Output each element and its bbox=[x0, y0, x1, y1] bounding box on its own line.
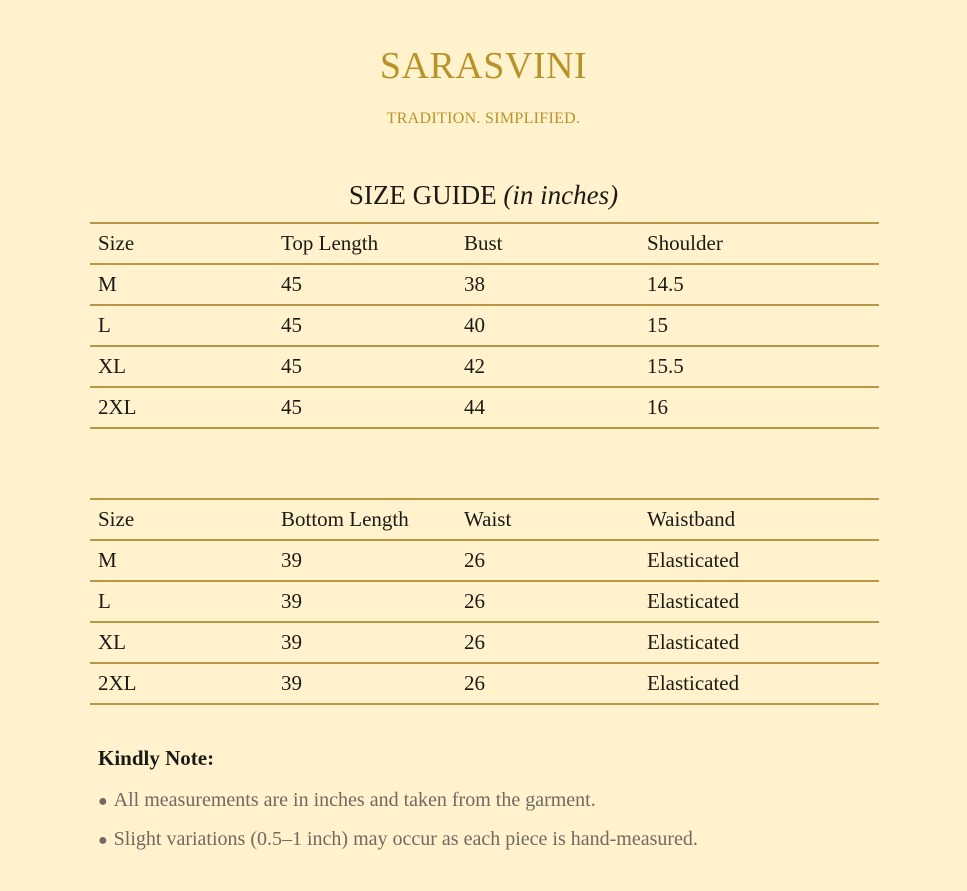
table-cell: 45 bbox=[273, 387, 456, 428]
bottom-header-waist: Waist bbox=[456, 499, 639, 540]
table-cell: XL bbox=[90, 622, 273, 663]
list-item bbox=[98, 786, 698, 825]
table-cell: 45 bbox=[273, 305, 456, 346]
bottom-table-header-row bbox=[90, 499, 879, 540]
table-row bbox=[90, 305, 879, 346]
table-cell: M bbox=[90, 264, 273, 305]
table-cell: 2XL bbox=[90, 663, 273, 704]
bullet-icon: ● bbox=[98, 832, 108, 849]
table-cell: 15 bbox=[639, 305, 879, 346]
note-text: Slight variations (0.5–1 inch) may occur as each piece is hand-measured. bbox=[113, 828, 698, 850]
table-cell: 26 bbox=[456, 581, 639, 622]
table-row bbox=[90, 663, 879, 704]
table-cell: 45 bbox=[273, 264, 456, 305]
note-list bbox=[98, 786, 698, 864]
table-cell: 16 bbox=[639, 387, 879, 428]
size-guide-title bbox=[0, 180, 967, 211]
table-cell: 45 bbox=[273, 346, 456, 387]
bullet-icon: ● bbox=[98, 793, 108, 810]
note-heading: Kindly Note: bbox=[98, 746, 215, 770]
top-header-size: Size bbox=[90, 223, 273, 264]
table-row bbox=[90, 540, 879, 581]
table-cell: XL bbox=[90, 346, 273, 387]
table-cell: 39 bbox=[273, 581, 456, 622]
list-item bbox=[98, 825, 698, 864]
table-row bbox=[90, 346, 879, 387]
table-cell: L bbox=[90, 305, 273, 346]
bottom-header-bottom-length: Bottom Length bbox=[273, 499, 456, 540]
brand-tagline: TRADITION. SIMPLIFIED. bbox=[386, 110, 581, 127]
table-cell: 39 bbox=[273, 540, 456, 581]
table-cell: Elasticated bbox=[639, 581, 879, 622]
table-cell: Elasticated bbox=[639, 622, 879, 663]
table-row bbox=[90, 387, 879, 428]
table-cell: 42 bbox=[456, 346, 639, 387]
table-row bbox=[90, 581, 879, 622]
table-cell: Elasticated bbox=[639, 540, 879, 581]
top-size-table bbox=[90, 222, 879, 429]
top-header-shoulder: Shoulder bbox=[639, 223, 879, 264]
top-table-header-row bbox=[90, 223, 879, 264]
table-cell: M bbox=[90, 540, 273, 581]
table-cell: 40 bbox=[456, 305, 639, 346]
table-row bbox=[90, 264, 879, 305]
brand-name: SARASVINI bbox=[379, 45, 588, 87]
table-cell: 15.5 bbox=[639, 346, 879, 387]
note-text: All measurements are in inches and taken from the garment. bbox=[113, 789, 596, 811]
table-cell: 39 bbox=[273, 663, 456, 704]
table-cell: 26 bbox=[456, 663, 639, 704]
top-header-bust: Bust bbox=[456, 223, 639, 264]
table-cell: L bbox=[90, 581, 273, 622]
table-cell: 26 bbox=[456, 622, 639, 663]
table-cell: 44 bbox=[456, 387, 639, 428]
table-cell: 26 bbox=[456, 540, 639, 581]
bottom-size-table bbox=[90, 498, 879, 705]
table-cell: 39 bbox=[273, 622, 456, 663]
table-cell: 38 bbox=[456, 264, 639, 305]
size-guide-heading: SIZE GUIDE bbox=[348, 180, 497, 210]
table-cell: 14.5 bbox=[639, 264, 879, 305]
table-row bbox=[90, 622, 879, 663]
table-cell: Elasticated bbox=[639, 663, 879, 704]
top-header-top-length: Top Length bbox=[273, 223, 456, 264]
bottom-header-size: Size bbox=[90, 499, 273, 540]
size-guide-unit: (in inches) bbox=[503, 180, 619, 210]
table-cell: 2XL bbox=[90, 387, 273, 428]
bottom-header-waistband: Waistband bbox=[639, 499, 879, 540]
